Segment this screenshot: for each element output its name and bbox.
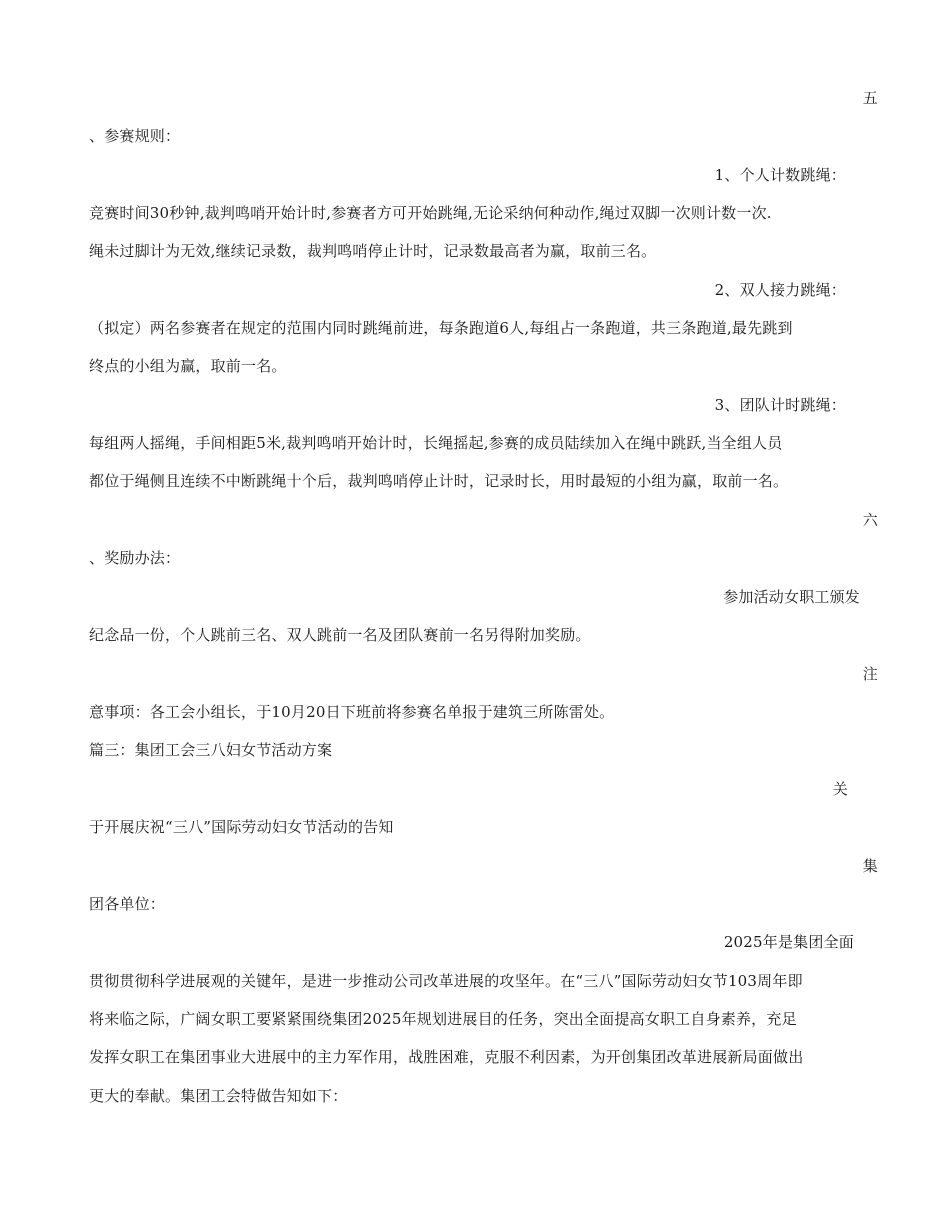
section-number-5: 五 xyxy=(862,89,878,107)
notice-body-5: 更大的奉献。集团工会特做告知如下： xyxy=(89,1087,348,1105)
rewards-text-1: 参加活动女职工颁发 xyxy=(723,588,860,606)
rule-3-text-1: 每组两人摇绳，手间相距5米,裁判鸣哨开始计时，长绳摇起,参赛的成员陆续加入在绳中跳跃,当全组人员 xyxy=(89,434,783,452)
rule-3-heading: 3、团队计时跳绳： xyxy=(714,396,846,414)
rewards-text-2: 纪念品一份，个人跳前三名、双人跳前一名及团队赛前一名另得附加奖励。 xyxy=(89,626,591,644)
rule-1-heading: 1、个人计数跳绳： xyxy=(714,166,846,184)
notice-title: 于开展庆祝“三八”国际劳动妇女节活动的告知 xyxy=(89,818,394,836)
notes-heading-start: 注 xyxy=(862,665,878,683)
section-heading-rewards: 、奖励办法： xyxy=(89,549,181,567)
notice-title-start: 关 xyxy=(832,780,848,798)
notice-body-3: 将来临之际，广阔女职工要紧紧围绕集团2025年规划进展目的任务，突出全面提高女职工自身素养，充足 xyxy=(89,1010,797,1028)
section-heading-rules: 、参赛规则： xyxy=(89,127,181,145)
notes-text: 意事项：各工会小组长，于10月20日下班前将参赛名单报于建筑三所陈雷处。 xyxy=(89,703,615,721)
notice-body-1: 2025年是集团全面 xyxy=(723,933,854,951)
rule-2-text-1: （拟定）两名参赛者在规定的范围内同时跳绳前进，每条跑道6人,每组占一条跑道，共三条跑道,最先跳到 xyxy=(89,319,793,337)
notice-body-4: 发挥女职工在集团事业大进展中的主力军作用，战胜困难，克服不利因素，为开创集团改革进展新局面做出 xyxy=(89,1048,804,1066)
rule-3-text-2: 都位于绳侧且连续不中断跳绳十个后，裁判鸣哨停止计时，记录时长，用时最短的小组为赢，取前一名。 xyxy=(89,472,789,490)
section-number-6: 六 xyxy=(862,511,878,529)
rule-1-text-2: 绳未过脚计为无效,继续记录数，裁判鸣哨停止计时，记录数最高者为赢，取前三名。 xyxy=(89,242,657,260)
chapter-three-title: 篇三：集团工会三八妇女节活动方案 xyxy=(89,741,333,759)
rule-2-heading: 2、双人接力跳绳： xyxy=(714,281,846,299)
notice-body-2: 贯彻贯彻科学进展观的关键年，是进一步推动公司改革进展的攻坚年。在“三八”国际劳动妇女节103周年即 xyxy=(89,972,803,990)
rule-1-text-1: 竞赛时间30秒钟,裁判鸣哨开始计时,参赛者方可开始跳绳,无论采纳何种动作,绳过双脚一次则计数一次. xyxy=(89,204,772,222)
addressee: 团各单位： xyxy=(89,895,166,913)
rule-2-text-2: 终点的小组为赢，取前一名。 xyxy=(89,357,287,375)
addressee-start: 集 xyxy=(862,857,878,875)
